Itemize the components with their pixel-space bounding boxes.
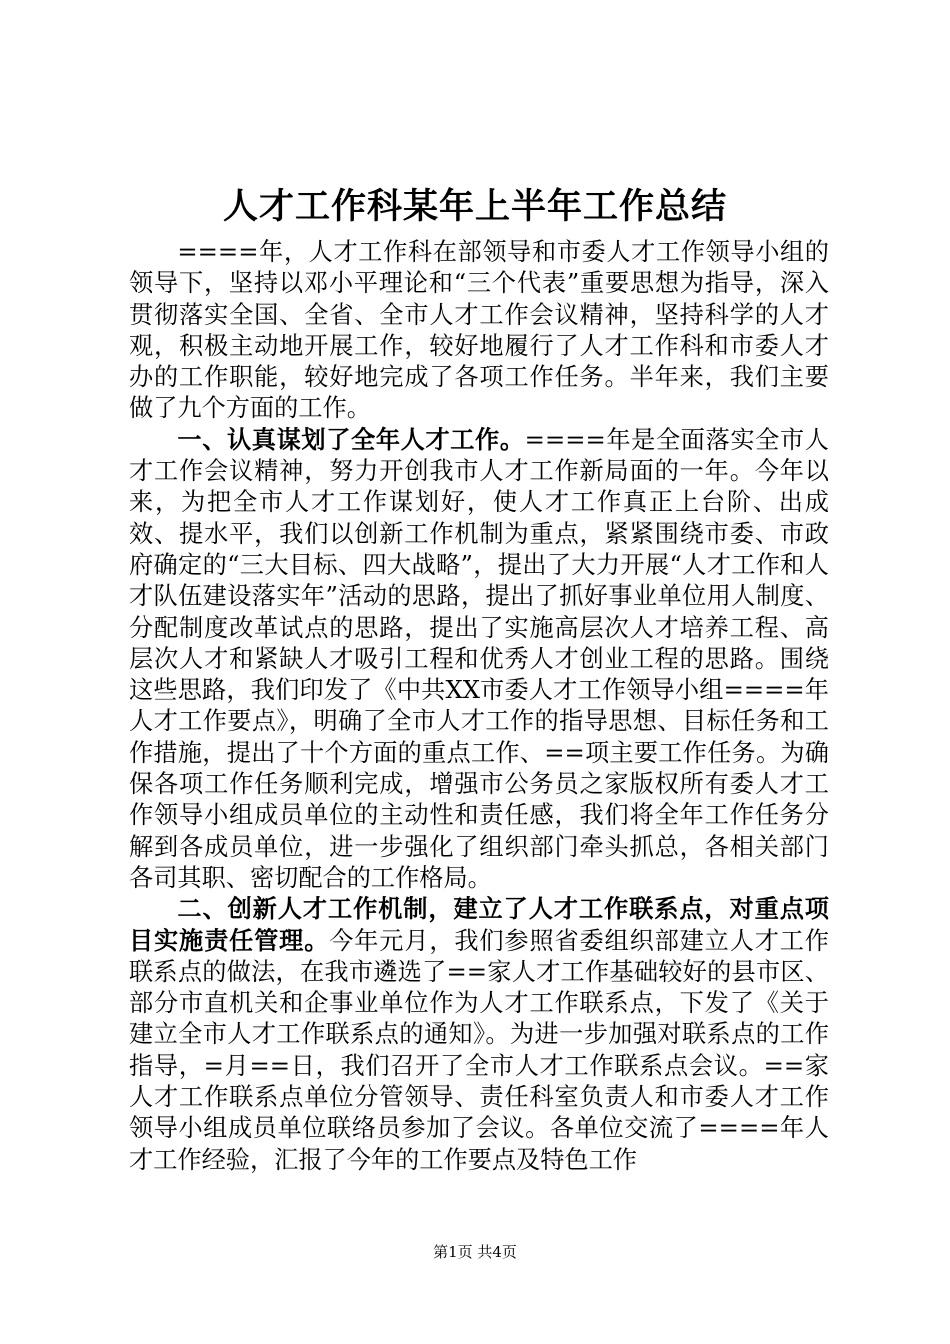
paragraph-text: ====年，人才工作科在部领导和市委人才工作领导小组的领导下，坚持以邓小平理论和“三个代表”重要思想为指导，深入贯彻落实全国、全省、全市人才工作会议精神，坚持科学的人才观，积极主动地开展工作，较好地履行了人才工作科和市委人才办的工作职能，较好地完成了各项工作任务。半年来，我们主要做了九个方面的工作。 <box>129 238 829 423</box>
section-heading: 一、认真谋划了全年人才工作。 <box>177 425 525 454</box>
paragraph-section-1 <box>129 425 829 894</box>
paragraph-text: ====年是全面落实全市人才工作会议精神，努力开创我市人才工作新局面的一年。今年以来，为把全市人才工作谋划好，使人才工作真正上台阶、出成效、提水平，我们以创新工作机制为重点，紧紧围绕市委、市政府确定的“三大目标、四大战略”，提出了大力开展“人才工作和人才队伍建设落实年”活动的思路，提出了抓好事业单位用人制度、分配制度改革试点的思路，提出了实施高层次人才培养工程、高层次人才和紧缺人才吸引工程和优秀人才创业工程的思路。围绕这些思路，我们印发了《中共XX市委人才工作领导小组====年人才工作要点》，明确了全市人才工作的指导思想、目标任务和工作措施，提出了十个方面的重点工作、==项主要工作任务。为确保各项工作任务顺利完成，增强市公务员之家版权所有委人才工作领导小组成员单位的主动性和责任感，我们将全年工作任务分解到各成员单位，进一步强化了组织部门牵头抓总，各相关部门各司其职、密切配合的工作格局。 <box>129 425 829 892</box>
paragraph-text: 今年元月，我们参照省委组织部建立人才工作联系点的做法，在我市遴选了==家人才工作基础较好的县市区、部分市直机关和企事业单位作为人才工作联系点，下发了《关于建立全市人才工作联系点的通知》。为进一步加强对联系点的工作指导，=月==日，我们召开了全市人才工作联系点会议。==家人才工作联系点单位分管领导、责任科室负责人和市委人才工作领导小组成员单位联络员参加了会议。各单位交流了====年人才工作经验，汇报了今年的工作要点及特色工作 <box>129 926 829 1174</box>
paragraph-section-2 <box>129 894 829 1176</box>
document-title: 人才工作科某年上半年工作总结 <box>222 187 727 227</box>
document-body <box>129 237 829 1176</box>
page-number-footer: 第1页 共4页 <box>433 1243 517 1261</box>
section-heading: 二、创新人才工作机制，建立了人才工作联系点，对重点项目实施责任管理。 <box>129 895 829 955</box>
paragraph-intro <box>129 237 829 425</box>
